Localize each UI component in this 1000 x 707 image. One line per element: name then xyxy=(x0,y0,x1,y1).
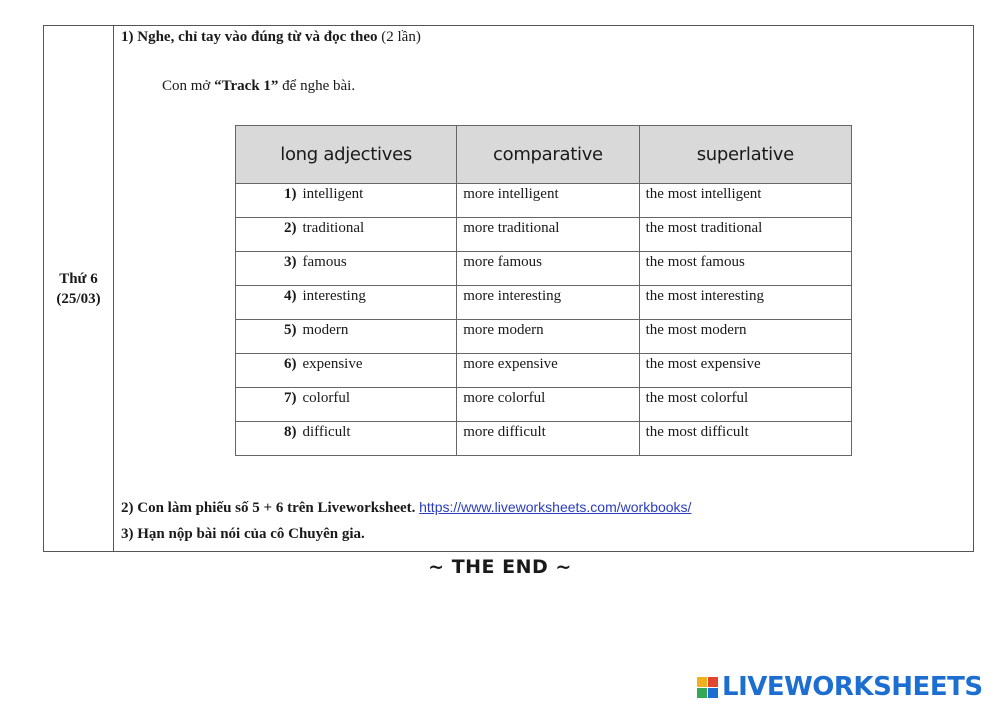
cell-superlative: the most intelligent xyxy=(639,184,851,218)
row-number: 8) xyxy=(284,424,297,440)
the-end-title: ~ THE END ~ xyxy=(428,556,572,578)
liveworksheets-logo[interactable] xyxy=(697,672,983,702)
cell-long-adjective xyxy=(236,388,457,422)
cell-long-adjective xyxy=(236,320,457,354)
day-cell xyxy=(44,26,114,551)
cell-long-adjective xyxy=(236,354,457,388)
cell-comparative: more traditional xyxy=(457,218,639,252)
day-date: (25/03) xyxy=(56,290,101,307)
adjective-word: colorful xyxy=(302,390,350,406)
header-comparative: comparative xyxy=(457,126,639,184)
task-1 xyxy=(121,29,421,46)
cell-superlative: the most interesting xyxy=(639,286,851,320)
header-superlative: superlative xyxy=(639,126,851,184)
adjective-word: intelligent xyxy=(302,186,364,202)
row-number: 5) xyxy=(284,322,297,338)
task-1-text: 1) Nghe, chỉ tay vào đúng từ và đọc theo xyxy=(121,29,378,45)
task-2-text: 2) Con làm phiếu số 5 + 6 trên Liveworksheet. xyxy=(121,500,416,516)
cell-long-adjective xyxy=(236,252,457,286)
adjective-word: expensive xyxy=(302,356,363,372)
instruction-track: “Track 1” xyxy=(214,78,279,94)
adjective-word: modern xyxy=(302,322,349,338)
table-row xyxy=(236,388,852,422)
task-3: 3) Hạn nộp bài nói của cô Chuyên gia. xyxy=(121,526,365,542)
table-row xyxy=(236,286,852,320)
table-row xyxy=(236,218,852,252)
table-row xyxy=(236,422,852,456)
cell-comparative: more expensive xyxy=(457,354,639,388)
adjective-word: traditional xyxy=(302,220,365,236)
adjective-word: famous xyxy=(302,254,347,270)
adjective-word: difficult xyxy=(302,424,351,440)
cell-long-adjective xyxy=(236,286,457,320)
cell-comparative: more difficult xyxy=(457,422,639,456)
cell-superlative: the most modern xyxy=(639,320,851,354)
instruction-after: để nghe bài. xyxy=(282,78,356,94)
row-number: 1) xyxy=(284,186,297,202)
row-number: 6) xyxy=(284,356,297,372)
table-row xyxy=(236,354,852,388)
cell-long-adjective xyxy=(236,218,457,252)
cell-long-adjective xyxy=(236,184,457,218)
adjectives-table xyxy=(235,125,852,456)
cell-comparative: more famous xyxy=(457,252,639,286)
lesson-table xyxy=(43,25,974,552)
header-long-adjectives: long adjectives xyxy=(236,126,457,184)
cell-comparative: more interesting xyxy=(457,286,639,320)
logo-text: LIVEWORKSHEETS xyxy=(722,672,983,702)
row-number: 2) xyxy=(284,220,297,236)
cell-comparative: more intelligent xyxy=(457,184,639,218)
table-row xyxy=(236,252,852,286)
cell-superlative: the most famous xyxy=(639,252,851,286)
cell-comparative: more modern xyxy=(457,320,639,354)
logo-icon xyxy=(697,677,718,698)
cell-long-adjective xyxy=(236,422,457,456)
workbooks-link[interactable]: https://www.liveworksheets.com/workbooks/ xyxy=(419,499,692,515)
cell-superlative: the most traditional xyxy=(639,218,851,252)
row-number: 7) xyxy=(284,390,297,406)
task-2 xyxy=(121,499,691,517)
row-number: 3) xyxy=(284,254,297,270)
row-number: 4) xyxy=(284,288,297,304)
cell-superlative: the most colorful xyxy=(639,388,851,422)
cell-comparative: more colorful xyxy=(457,388,639,422)
table-header-row xyxy=(236,126,852,184)
instruction xyxy=(162,78,355,95)
task-1-repeat: (2 lần) xyxy=(381,29,421,45)
adjective-word: interesting xyxy=(302,288,366,304)
table-row xyxy=(236,184,852,218)
instruction-before: Con mở xyxy=(162,78,211,94)
cell-superlative: the most difficult xyxy=(639,422,851,456)
cell-superlative: the most expensive xyxy=(639,354,851,388)
table-row xyxy=(236,320,852,354)
day-name: Thứ 6 xyxy=(59,270,98,287)
